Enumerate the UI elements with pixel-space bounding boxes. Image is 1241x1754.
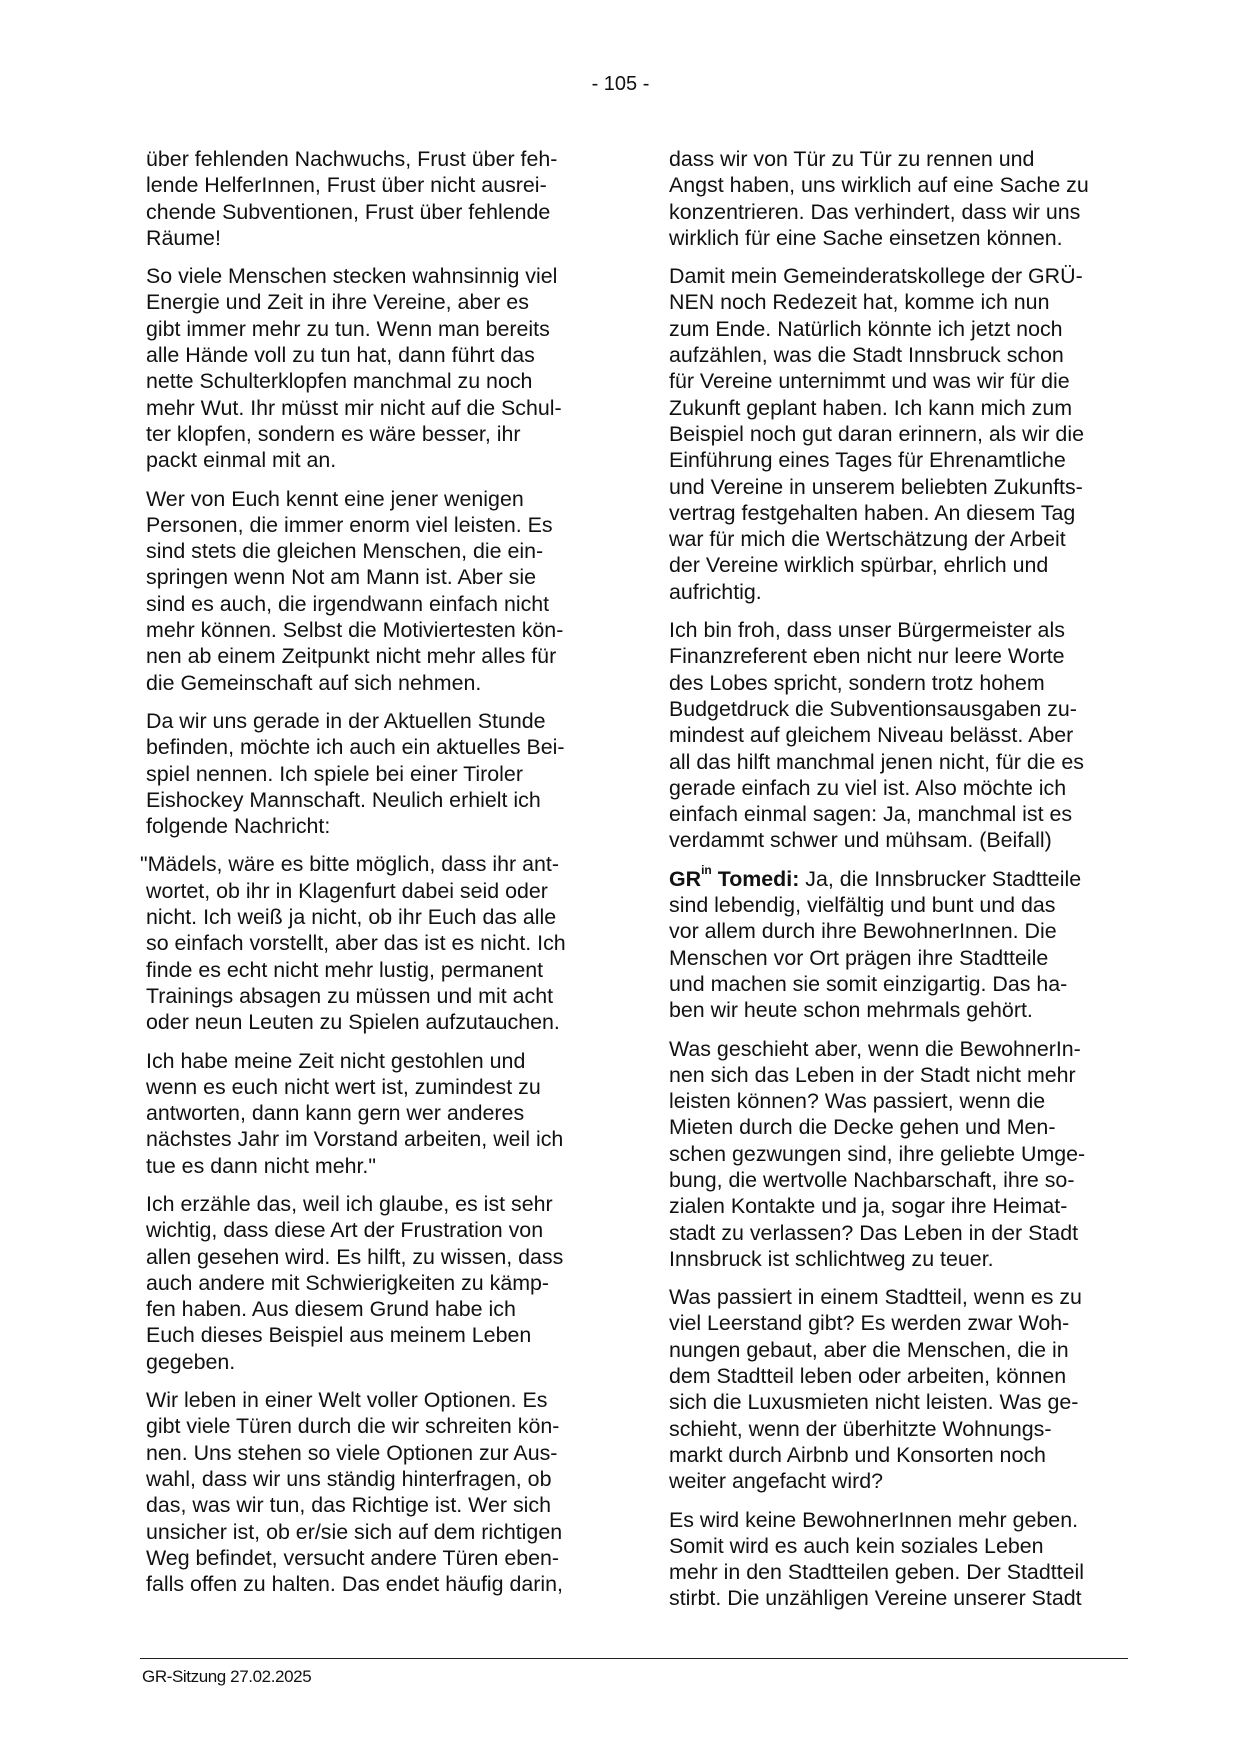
paragraph (146, 708, 626, 839)
text-line: befinden, möchte ich auch ein aktuelles Bei- (146, 735, 565, 760)
text-line: So viele Menschen stecken wahnsinnig viel (146, 264, 558, 289)
text-line: finde es echt nicht mehr lustig, permanent (146, 957, 544, 982)
text-line: viel Leerstand gibt? Es werden zwar Woh- (669, 1311, 1070, 1336)
paragraph (669, 1507, 1149, 1612)
text-line: das, was wir tun, das Richtige ist. Wer sich (146, 1493, 551, 1518)
text-line: war für mich die Wertschätzung der Arbeit (669, 527, 1066, 552)
text-line: lende HelferInnen, Frust über nicht ausrei- (146, 173, 547, 198)
text-line: Trainings absagen zu müssen und mit acht (146, 983, 554, 1008)
text-line: Budgetdruck die Subventionsausgaben zu- (669, 696, 1077, 721)
text-line: aufzählen, was die Stadt Innsbruck schon (669, 343, 1064, 368)
text-line: bung, die wertvolle Nachbarschaft, ihre so- (669, 1167, 1075, 1192)
text-line: ben wir heute schon mehrmals gehört. (669, 998, 1033, 1023)
text-line: Wer von Euch kennt eine jener wenigen (146, 486, 524, 511)
quote-paragraph (140, 851, 626, 1035)
text-line: Weg befindet, versucht andere Türen eben- (146, 1545, 560, 1570)
text-line: falls offen zu halten. Das endet häufig darin, (146, 1572, 564, 1597)
text-line: nicht. Ich weiß ja nicht, ob ihr Euch das alle (146, 905, 557, 930)
text-line: stadt zu verlassen? Das Leben in der Stadt (669, 1220, 1079, 1245)
text-line: schieht, wenn der überhitzte Wohnungs- (669, 1416, 1052, 1441)
paragraph (146, 1191, 626, 1375)
left-column (140, 146, 626, 1609)
text-line: einfach einmal sagen: Ja, manchmal ist es (669, 802, 1073, 827)
text-line: dem Stadtteil leben oder arbeiten, können (669, 1364, 1067, 1389)
paragraph (146, 146, 626, 251)
text-line: wenn es euch nicht wert ist, zumindest zu (146, 1074, 541, 1099)
footer-divider (140, 1658, 1128, 1659)
text-line: Zukunft geplant haben. Ich kann mich zum (669, 395, 1073, 420)
paragraph (146, 263, 626, 473)
paragraph (669, 146, 1149, 251)
text-line: Da wir uns gerade in der Aktuellen Stunde (146, 708, 546, 733)
text-line: nen. Uns stehen so viele Optionen zur Aus- (146, 1440, 558, 1465)
text-line: verdammt schwer und mühsam. (Beifall) (669, 828, 1052, 853)
text-line: Räume! (146, 225, 221, 250)
text-line: Damit mein Gemeinderatskollege der GRÜ- (669, 264, 1083, 289)
paragraph (146, 1387, 626, 1597)
text-line: sich die Luxusmieten nicht leisten. Was ge- (669, 1390, 1079, 1415)
paragraph (669, 1284, 1149, 1494)
text-line: mehr Wut. Ihr müsst mir nicht auf die Schul- (146, 395, 562, 420)
text-line: unsicher ist, ob er/sie sich auf dem richtigen (146, 1519, 563, 1544)
text-line: und machen sie somit einzigartig. Das ha- (669, 971, 1068, 996)
paragraph (146, 1048, 626, 1179)
text-line: mindest auf gleichem Niveau belässt. Aber (669, 723, 1074, 748)
text-line: folgende Nachricht: (146, 814, 331, 839)
text-line: Personen, die immer enorm viel leisten. Es (146, 512, 553, 537)
text-line: "Mädels, wäre es bitte möglich, dass ihr ant- (140, 852, 559, 877)
text-line: zialen Kontakte und ja, sogar ihre Heimat- (669, 1194, 1068, 1219)
text-line: nungen gebaut, aber die Menschen, die in (669, 1337, 1069, 1362)
text-line: antworten, dann kann gern wer anderes (146, 1101, 525, 1126)
text-line: wahl, dass wir uns ständig hinterfragen, ob (146, 1466, 552, 1491)
speaker-surname: Tomedi: (717, 866, 800, 891)
paragraph (669, 263, 1149, 605)
text-line: für Vereine unternimmt und was wir für die (669, 369, 1070, 394)
speaker-title-superscript: in (701, 862, 712, 877)
text-line: stirbt. Die unzähligen Vereine unserer Stadt (669, 1586, 1082, 1611)
text-line: leisten können? Was passiert, wenn die (669, 1089, 1046, 1114)
text-line: Ich habe meine Zeit nicht gestohlen und (146, 1048, 526, 1073)
text-line: sind stets die gleichen Menschen, die ein- (146, 539, 544, 564)
text-line: Somit wird es auch kein soziales Leben (669, 1533, 1044, 1558)
text-line: vor allem durch ihre BewohnerInnen. Die (669, 919, 1057, 944)
text-line: zum Ende. Natürlich könnte ich jetzt noch (669, 316, 1063, 341)
paragraph (669, 1036, 1149, 1273)
text-line: NEN noch Redezeit hat, komme ich nun (669, 290, 1050, 315)
paragraph (669, 617, 1149, 854)
text-line: markt durch Airbnb und Konsorten noch (669, 1442, 1046, 1467)
speaker-line (669, 862, 1149, 892)
text-line: Innsbruck ist schlichtweg zu teuer. (669, 1246, 994, 1271)
text-line: Es wird keine BewohnerInnen mehr geben. (669, 1507, 1079, 1532)
text-line: Eishockey Mannschaft. Neulich erhielt ich (146, 787, 541, 812)
text-line: gerade einfach zu viel ist. Also möchte ich (669, 775, 1067, 800)
text-line: chende Subventionen, Frust über fehlende (146, 199, 551, 224)
text-line: schen gezwungen sind, ihre geliebte Umge- (669, 1141, 1086, 1166)
text-line: gibt viele Türen durch die wir schreiten kön- (146, 1414, 560, 1439)
text-line: Ich bin froh, dass unser Bürgermeister als (669, 618, 1065, 643)
text-line: Energie und Zeit in ihre Vereine, aber es (146, 290, 529, 315)
text-line: mehr in den Stadtteilen geben. Der Stadtteil (669, 1560, 1084, 1585)
paragraph (146, 486, 626, 696)
text-line: Einführung eines Tages für Ehrenamtliche (669, 448, 1066, 473)
text-line: des Lobes spricht, sondern trotz hohem (669, 670, 1045, 695)
speaker-name (669, 862, 800, 891)
text-line: oder neun Leuten zu Spielen aufzutauchen. (146, 1010, 560, 1035)
text-line: wichtig, dass diese Art der Frustration von (146, 1218, 544, 1243)
text-line: all das hilft manchmal jenen nicht, für die es (669, 749, 1084, 774)
text-line: dass wir von Tür zu Tür zu rennen und (669, 147, 1035, 171)
text-line: die Gemeinschaft auf sich nehmen. (146, 670, 482, 695)
text-line: über fehlenden Nachwuchs, Frust über feh- (146, 147, 558, 171)
text-line: Ich erzähle das, weil ich glaube, es ist sehr (146, 1191, 553, 1216)
text-line: allen gesehen wird. Es hilft, zu wissen, dass (146, 1244, 564, 1269)
text-line: Angst haben, uns wirklich auf eine Sache zu (669, 173, 1089, 198)
text-line: packt einmal mit an. (146, 448, 337, 473)
speaker-title: GR (669, 866, 702, 891)
speaker-paragraph (669, 862, 1149, 1024)
text-line: Was geschieht aber, wenn die BewohnerIn- (669, 1036, 1081, 1061)
text-line: mehr können. Selbst die Motiviertesten kön- (146, 618, 564, 643)
text-line: Menschen vor Ort prägen ihre Stadtteile (669, 945, 1049, 970)
text-line: sind es auch, die irgendwann einfach nicht (146, 591, 550, 616)
speech-text: Ja, die Innsbrucker Stadtteile (799, 866, 1082, 891)
text-line: und Vereine in unserem beliebten Zukunfts- (669, 474, 1083, 499)
text-line: Beispiel noch gut daran erinnern, als wir die (669, 421, 1084, 446)
text-line: gibt immer mehr zu tun. Wenn man bereits (146, 316, 550, 341)
text-line: konzentrieren. Das verhindert, dass wir uns (669, 199, 1081, 224)
text-line: alle Hände voll zu tun hat, dann führt das (146, 343, 535, 368)
right-column (669, 146, 1149, 1624)
text-line: sind lebendig, vielfältig und bunt und das (669, 893, 1056, 918)
text-line: auch andere mit Schwierigkeiten zu kämp- (146, 1270, 550, 1295)
text-line: Was passiert in einem Stadtteil, wenn es zu (669, 1285, 1082, 1310)
text-line: vertrag festgehalten haben. An diesem Tag (669, 500, 1076, 525)
text-line: nen sich das Leben in der Stadt nicht mehr (669, 1062, 1076, 1087)
text-line: fen haben. Aus diesem Grund habe ich (146, 1297, 516, 1322)
text-line: gegeben. (146, 1349, 236, 1374)
text-line: wirklich für eine Sache einsetzen können. (669, 225, 1063, 250)
text-line: springen wenn Not am Mann ist. Aber sie (146, 565, 536, 590)
footer-session-label: GR-Sitzung 27.02.2025 (142, 1667, 312, 1686)
text-line: nächstes Jahr im Vorstand arbeiten, weil ich (146, 1127, 564, 1152)
text-line: weiter angefacht wird? (669, 1469, 884, 1494)
text-line: der Vereine wirklich spürbar, ehrlich und (669, 553, 1049, 578)
text-line: Finanzreferent eben nicht nur leere Worte (669, 644, 1065, 669)
page-number: - 105 - (591, 73, 650, 95)
text-line: tue es dann nicht mehr." (146, 1153, 376, 1178)
text-line: Euch dieses Beispiel aus meinem Leben (146, 1323, 532, 1348)
text-line: so einfach vorstellt, aber das ist es nicht. Ich (146, 931, 566, 956)
text-line: Mieten durch die Decke gehen und Men- (669, 1115, 1056, 1140)
text-line: ter klopfen, sondern es wäre besser, ihr (146, 421, 521, 446)
text-line: nette Schulterklopfen manchmal zu noch (146, 369, 533, 394)
text-line: Wir leben in einer Welt voller Optionen. Es (146, 1388, 548, 1413)
text-line: spiel nennen. Ich spiele bei einer Tiroler (146, 761, 523, 786)
text-line: nen ab einem Zeitpunkt nicht mehr alles für (146, 644, 557, 669)
text-line: wortet, ob ihr in Klagenfurt dabei seid oder (146, 878, 548, 903)
text-line: aufrichtig. (669, 579, 762, 604)
